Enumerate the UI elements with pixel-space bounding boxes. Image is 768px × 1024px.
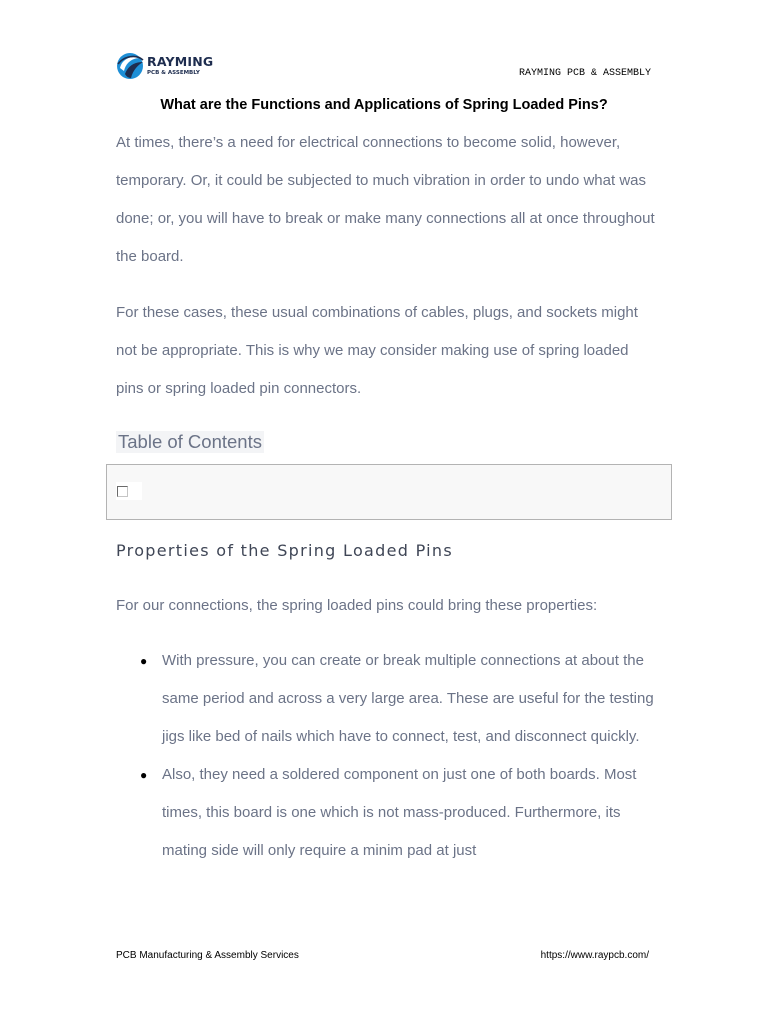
toc-heading: Table of Contents xyxy=(118,431,262,452)
logo-subtitle: PCB & ASSEMBLY xyxy=(147,69,200,76)
list-item-text: Also, they need a soldered component on just one of both boards. Most times, this board is one which is not mass-produced. Furthermore, its mating side will only require a minim pad at just xyxy=(162,766,637,859)
rayming-logo xyxy=(116,52,213,80)
section-heading: Properties of the Spring Loaded Pins xyxy=(116,541,454,560)
header-company-name: RAYMING PCB & ASSEMBLY xyxy=(518,68,651,79)
logo-text xyxy=(147,56,213,76)
list-item xyxy=(116,642,656,756)
toc-toggle-icon xyxy=(117,486,128,497)
footer-services: PCB Manufacturing & Assembly Services xyxy=(116,950,299,961)
footer-url-link[interactable]: https://www.raypcb.com/ xyxy=(540,950,649,961)
bullet-icon: ● xyxy=(140,768,148,782)
list-item-text: With pressure, you can create or break multiple connections at about the same period and across a very large area. These are useful for the testing jigs like bed of nails which have to connect, test, and disconnect quickly. xyxy=(162,652,654,745)
intro-paragraph-2: For these cases, these usual combinations of cables, plugs, and sockets might not be appropriate. This is why we may consider making use of spring loaded pins or spring loaded pin connectors. xyxy=(116,304,638,397)
bullet-icon: ● xyxy=(140,654,148,668)
rayming-logo-icon xyxy=(116,52,144,80)
properties-list xyxy=(116,642,656,870)
page-title: What are the Functions and Applications of Spring Loaded Pins? xyxy=(160,97,608,113)
toc-toggle-button[interactable] xyxy=(116,482,142,500)
logo-name: RAYMING xyxy=(147,54,214,69)
section-intro: For our connections, the spring loaded pins could bring these properties: xyxy=(116,597,598,614)
intro-paragraph-1: At times, there’s a need for electrical connections to become solid, however, temporary. Or, it could be subjected to much vibration in order to undo what was done; or, you will have to break or make many connections all at once throughout the board. xyxy=(116,134,655,265)
list-item xyxy=(116,756,656,870)
toc-container xyxy=(106,464,672,520)
